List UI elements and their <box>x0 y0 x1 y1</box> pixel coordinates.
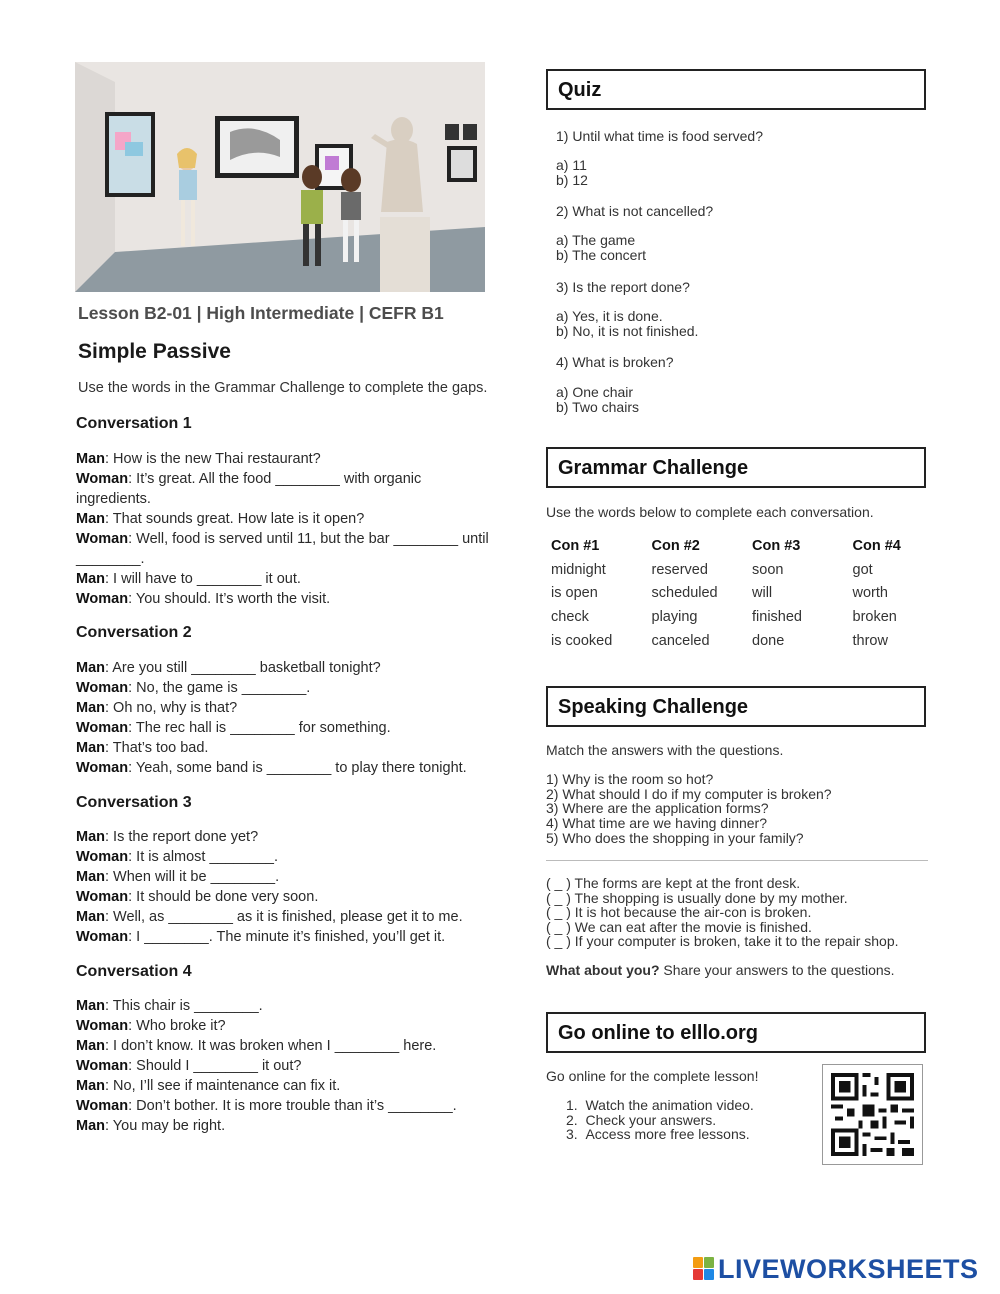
speaking-question: 2) What should I do if my computer is broken? <box>546 786 832 802</box>
dialogue-line: Woman: Don’t bother. It is more trouble than it’s ________. <box>76 1098 457 1114</box>
table-cell: will <box>752 585 773 602</box>
dialogue-line: Man: That’s too bad. <box>76 740 209 756</box>
conversation-1 <box>76 449 496 609</box>
table-cell: canceled <box>651 632 710 649</box>
speaking-instruction: Match the answers with the questions. <box>546 742 784 758</box>
table-cell: done <box>752 632 785 649</box>
conversation-2-heading: Conversation 2 <box>76 624 192 641</box>
dialogue-line: Woman: No, the game is ________. <box>76 680 311 696</box>
table-row <box>546 581 948 605</box>
dialogue-line: Woman: It should be done very soon. <box>76 889 319 905</box>
quiz-option: a) Yes, it is done. <box>556 308 663 324</box>
column-header: Con #3 <box>752 537 801 554</box>
conversation-4-heading: Conversation 4 <box>76 963 192 980</box>
dialogue-line: Man: I don’t know. It was broken when I ________ here. <box>76 1038 437 1054</box>
quiz-question: 1) Until what time is food served? <box>556 128 763 144</box>
dialogue-line: Woman: Yeah, some band is ________ to play there tonight. <box>76 760 467 776</box>
dialogue-line: Man: I will have to ________ it out. <box>76 571 301 587</box>
online-step: 3. Access more free lessons. <box>566 1126 750 1142</box>
what-about-you: What about you? Share your answers to the questions. <box>546 962 895 978</box>
dialogue-line: Man: You may be right. <box>76 1118 226 1134</box>
dialogue-line: Woman: Well, food is served until 11, but the bar ________ until ________. <box>76 531 489 567</box>
table-cell: playing <box>651 608 698 625</box>
quiz-option: b) The concert <box>556 247 647 263</box>
table-row <box>546 605 948 629</box>
table-cell: is open <box>551 585 598 602</box>
dialogue-line: Woman: It’s great. All the food ________ with organic ingredients. <box>76 471 422 507</box>
grammar-challenge-header: Grammar Challenge <box>546 447 926 488</box>
table-cell: check <box>551 608 589 625</box>
table-cell: midnight <box>551 561 606 578</box>
online-step: 2. Check your answers. <box>566 1112 717 1128</box>
table-cell: soon <box>752 561 784 578</box>
dialogue-line: Woman: Who broke it? <box>76 1018 226 1034</box>
speaking-question: 1) Why is the room so hot? <box>546 771 714 787</box>
conversation-4 <box>76 996 496 1136</box>
speaking-answer: ( _ ) It is hot because the air-con is broken. <box>546 904 812 920</box>
quiz-question: 3) Is the report done? <box>556 279 690 295</box>
speaking-question: 3) Where are the application forms? <box>546 800 769 816</box>
lesson-instruction: Use the words in the Grammar Challenge to complete the gaps. <box>78 380 488 396</box>
dialogue-line: Woman: I ________. The minute it’s finished, you’ll get it. <box>76 929 446 945</box>
dialogue-line: Man: How is the new Thai restaurant? <box>76 451 321 467</box>
conversation-3 <box>76 827 496 947</box>
online-step: 1. Watch the animation video. <box>566 1097 754 1113</box>
divider <box>546 860 928 861</box>
quiz-option: a) The game <box>556 232 636 248</box>
column-header: Con #4 <box>852 537 901 554</box>
dialogue-line: Man: No, I’ll see if maintenance can fix it. <box>76 1078 341 1094</box>
speaking-challenge-header: Speaking Challenge <box>546 686 926 727</box>
liveworksheets-icon <box>693 1257 715 1281</box>
conversation-3-heading: Conversation 3 <box>76 794 192 811</box>
dialogue-line: Man: When will it be ________. <box>76 869 280 885</box>
speaking-answer: ( _ ) The forms are kept at the front desk. <box>546 875 801 891</box>
dialogue-line: Man: Is the report done yet? <box>76 829 259 845</box>
dialogue-line: Man: This chair is ________. <box>76 998 263 1014</box>
quiz-option: b) Two chairs <box>556 399 639 415</box>
qr-code[interactable] <box>822 1064 923 1165</box>
table-cell: is cooked <box>551 632 613 649</box>
dialogue-line: Man: That sounds great. How late is it open? <box>76 511 365 527</box>
quiz-option: b) No, it is not finished. <box>556 323 699 339</box>
lesson-title: Simple Passive <box>78 340 231 363</box>
dialogue-line: Woman: The rec hall is ________ for something. <box>76 720 391 736</box>
dialogue-line: Man: Oh no, why is that? <box>76 700 238 716</box>
conversation-1-heading: Conversation 1 <box>76 415 192 432</box>
table-cell: reserved <box>651 561 708 578</box>
quiz-option: a) 11 <box>556 157 587 173</box>
dialogue-line: Woman: You should. It’s worth the visit. <box>76 591 331 607</box>
speaking-answer: ( _ ) The shopping is usually done by my mother. <box>546 890 848 906</box>
lesson-info: Lesson B2-01 | High Intermediate | CEFR B1 <box>78 303 444 323</box>
speaking-answer: ( _ ) If your computer is broken, take it to the repair shop. <box>546 933 899 949</box>
table-cell: got <box>852 561 873 578</box>
table-cell: worth <box>852 585 888 602</box>
speaking-question: 4) What time are we having dinner? <box>546 815 767 831</box>
table-cell: finished <box>752 608 802 625</box>
speaking-answer: ( _ ) We can eat after the movie is finished. <box>546 919 812 935</box>
speaking-question: 5) Who does the shopping in your family? <box>546 830 804 846</box>
conversation-2 <box>76 658 496 778</box>
table-cell: throw <box>852 632 888 649</box>
quiz-option: b) 12 <box>556 172 588 188</box>
quiz-header: Quiz <box>546 69 926 110</box>
table-header-row <box>546 534 948 558</box>
go-online-header: Go online to elllo.org <box>546 1012 926 1053</box>
column-header: Con #2 <box>651 537 700 554</box>
dialogue-line: Man: Are you still ________ basketball tonight? <box>76 660 381 676</box>
quiz-question: 2) What is not cancelled? <box>556 203 714 219</box>
quiz-question: 4) What is broken? <box>556 354 674 370</box>
column-header: Con #1 <box>551 537 600 554</box>
dialogue-line: Woman: It is almost ________. <box>76 849 279 865</box>
grammar-word-table <box>546 534 948 652</box>
dialogue-line: Man: Well, as ________ as it is finished, please get it to me. <box>76 909 463 925</box>
quiz-option: a) One chair <box>556 384 634 400</box>
table-cell: scheduled <box>651 585 718 602</box>
online-intro: Go online for the complete lesson! <box>546 1068 759 1084</box>
table-cell: broken <box>852 608 897 625</box>
table-row <box>546 629 948 653</box>
table-row <box>546 558 948 582</box>
dialogue-line: Woman: Should I ________ it out? <box>76 1058 302 1074</box>
grammar-instruction: Use the words below to complete each conversation. <box>546 504 874 520</box>
liveworksheets-wordmark: LIVEWORKSHEETS <box>718 1254 979 1284</box>
gallery-illustration <box>75 62 485 292</box>
